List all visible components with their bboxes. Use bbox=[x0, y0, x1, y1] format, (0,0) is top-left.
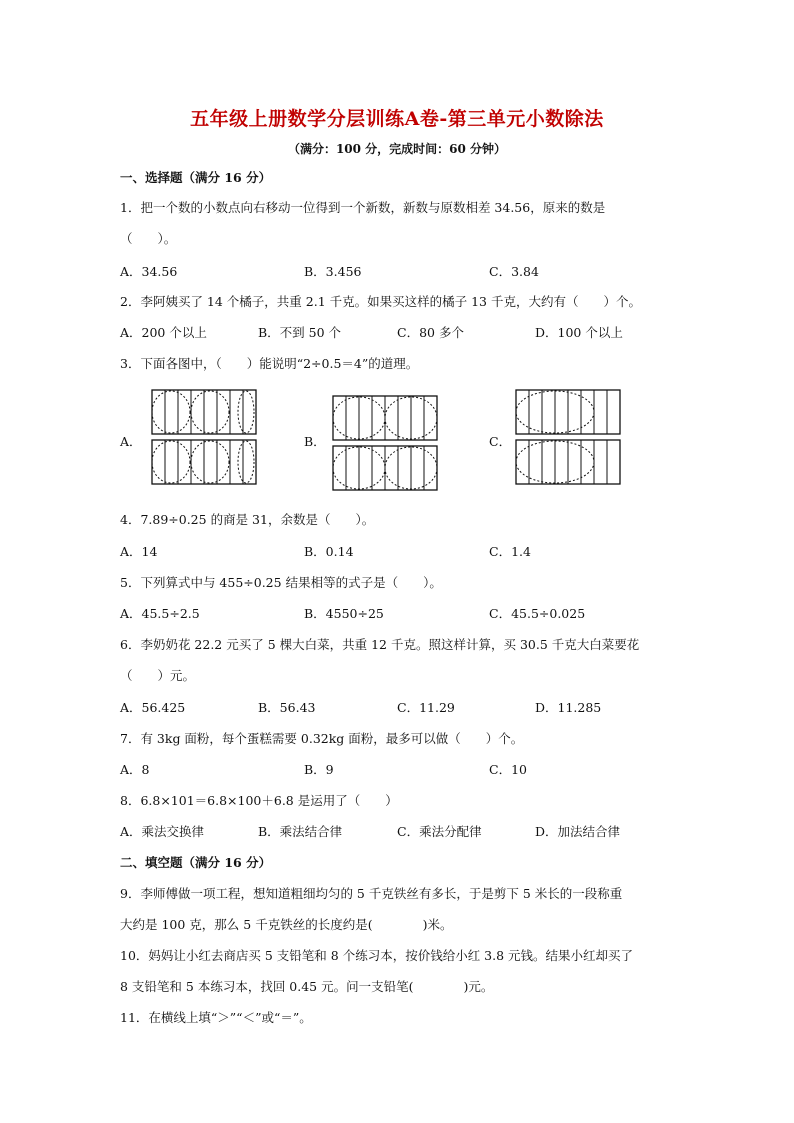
question-9-text-cont: 大约是 100 克，那么 5 千克铁丝的长度约是( )米。 bbox=[120, 917, 453, 932]
question-6-text: 6．李奶奶花 22.2 元买了 5 棵大白菜，共重 12 千克。照这样计算，买 30.5 千克大白菜要花 bbox=[120, 637, 640, 652]
section-heading-fill: 二、填空题（满分 16 分） bbox=[120, 855, 272, 870]
question-8-option-a: A．乘法交换律 bbox=[120, 824, 205, 839]
question-8-text: 8．6.8×101＝6.8×100＋6.8 是运用了（ ） bbox=[120, 793, 398, 808]
question-2-option-b: B．不到 50 个 bbox=[258, 325, 342, 340]
question-3-figure-b bbox=[331, 394, 441, 494]
question-3-label-a: A． bbox=[120, 434, 142, 449]
question-3-figure-c bbox=[514, 388, 624, 488]
question-10-text: 10．妈妈让小红去商店买 5 支铅笔和 8 个练习本，按价钱给小红 3.8 元钱。结果小红却买了 bbox=[120, 948, 634, 963]
question-2-option-a: A．200 个以上 bbox=[120, 325, 207, 340]
question-2-option-c: C．80 多个 bbox=[397, 325, 464, 340]
question-4-text: 4．7.89÷0.25 的商是 31，余数是（ ）。 bbox=[120, 512, 375, 527]
question-1-option-b: B．3.456 bbox=[304, 264, 362, 279]
question-5-text: 5．下列算式中与 455÷0.25 结果相等的式子是（ ）。 bbox=[120, 575, 442, 590]
question-4-option-b: B．0.14 bbox=[304, 544, 354, 559]
question-3-text: 3．下面各图中，（ ）能说明“2÷0.5＝4”的道理。 bbox=[120, 356, 419, 371]
question-4-option-a: A．14 bbox=[120, 544, 158, 559]
question-1-text: 1．把一个数的小数点向右移动一位得到一个新数，新数与原数相差 34.56，原来的数是 bbox=[120, 200, 606, 215]
question-1-text-cont: （ ）。 bbox=[120, 231, 177, 246]
question-11-text: 11．在横线上填“＞”“＜”或“＝”。 bbox=[120, 1010, 312, 1025]
question-8-option-c: C．乘法分配律 bbox=[397, 824, 482, 839]
question-3-figure-a bbox=[150, 388, 260, 488]
question-6-text-cont: （ ）元。 bbox=[120, 668, 196, 683]
question-7-option-a: A．8 bbox=[120, 762, 150, 777]
question-5-option-c: C．45.5÷0.025 bbox=[489, 606, 586, 621]
question-6-option-a: A．56.425 bbox=[120, 700, 186, 715]
question-2-text: 2．李阿姨买了 14 个橘子，共重 2.1 千克。如果买这样的橘子 13 千克，大约有（ ）个。 bbox=[120, 294, 641, 309]
question-8-option-b: B．乘法结合律 bbox=[258, 824, 343, 839]
question-6-option-c: C．11.29 bbox=[397, 700, 455, 715]
question-5-option-a: A．45.5÷2.5 bbox=[120, 606, 200, 621]
question-2-option-d: D．100 个以上 bbox=[535, 325, 623, 340]
page-title: 五年级上册数学分层训练A卷-第三单元小数除法 bbox=[190, 108, 604, 130]
question-4-option-c: C．1.4 bbox=[489, 544, 531, 559]
question-5-option-b: B．4550÷25 bbox=[304, 606, 384, 621]
question-10-text-cont: 8 支铅笔和 5 本练习本，找回 0.45 元。问一支铅笔( )元。 bbox=[120, 979, 494, 994]
question-1-option-a: A．34.56 bbox=[120, 264, 178, 279]
section-heading-choice: 一、选择题（满分 16 分） bbox=[120, 170, 272, 185]
question-7-option-b: B．9 bbox=[304, 762, 334, 777]
question-6-option-d: D．11.285 bbox=[535, 700, 602, 715]
question-3-label-c: C． bbox=[489, 434, 512, 449]
question-1-option-c: C．3.84 bbox=[489, 264, 539, 279]
question-3-label-b: B． bbox=[304, 434, 326, 449]
question-7-option-c: C．10 bbox=[489, 762, 527, 777]
question-8-option-d: D．加法结合律 bbox=[535, 824, 621, 839]
question-9-text: 9．李师傅做一项工程，想知道粗细均匀的 5 千克铁丝有多长，于是剪下 5 米长的一段称重 bbox=[120, 886, 623, 901]
question-7-text: 7．有 3kg 面粉，每个蛋糕需要 0.32kg 面粉，最多可以做（ ）个。 bbox=[120, 731, 524, 746]
question-6-option-b: B．56.43 bbox=[258, 700, 316, 715]
page-subtitle: （满分：100 分，完成时间：60 分钟） bbox=[287, 142, 507, 156]
